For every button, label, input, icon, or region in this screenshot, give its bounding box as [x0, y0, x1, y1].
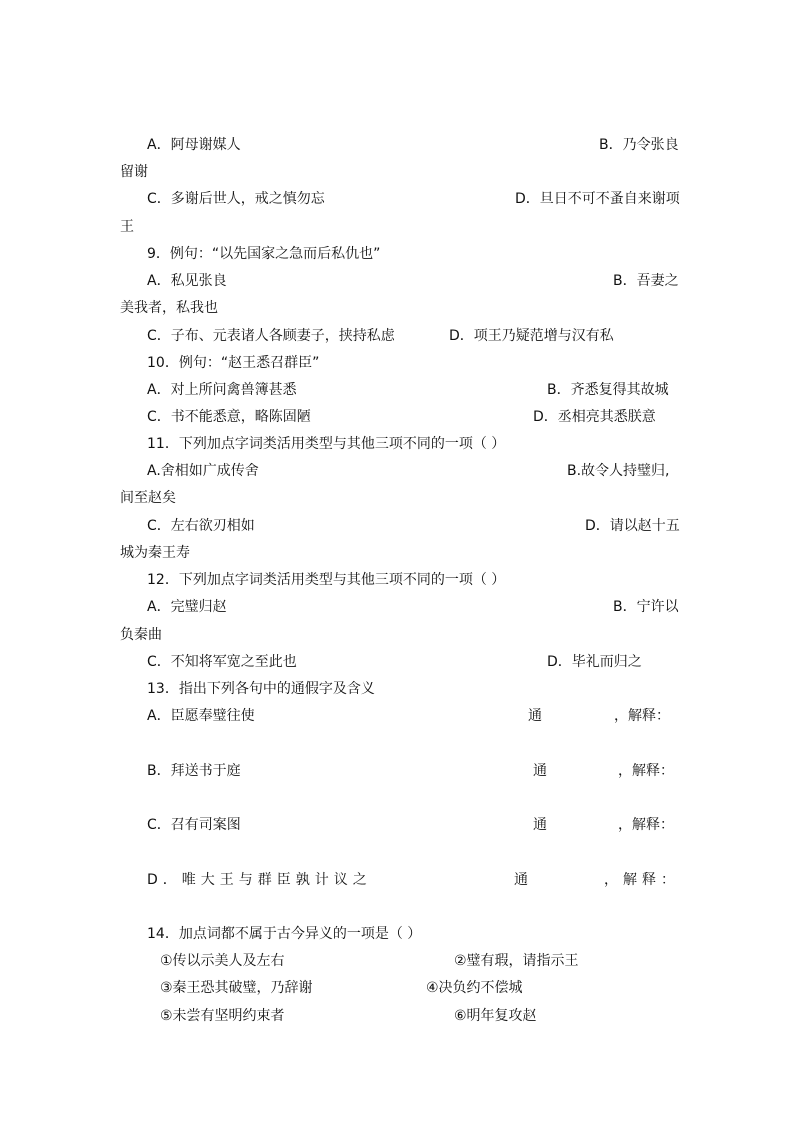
- question-13: 13．指出下列各句中的通假字及含义: [147, 681, 375, 697]
- option-d: D．旦日不可不蚤自来谢项: [515, 191, 680, 207]
- option-a: A．阿母谢媒人: [147, 137, 241, 153]
- question-9: 9．例句：“以先国家之急而后私仇也”: [147, 246, 381, 262]
- q13-item-b: B．拜送书于庭: [147, 763, 241, 779]
- option-b: B．乃令张良: [599, 137, 679, 153]
- option-d-wrap: 王: [120, 219, 134, 235]
- q11-option-d: D．请以赵十五: [585, 518, 680, 534]
- q12-option-c: C．不知将军宽之至此也: [147, 654, 297, 670]
- q13-item-c-tong: 通: [533, 817, 547, 833]
- q11-option-d-wrap: 城为秦王寿: [120, 545, 190, 561]
- question-11: 11．下列加点字词类活用类型与其他三项不同的一项（ ）: [147, 436, 506, 452]
- q9-option-b: B．吾妻之: [613, 273, 679, 289]
- q13-item-b-tong: 通: [533, 763, 547, 779]
- q14-item-2: ②璧有瑕，请指示王: [454, 953, 579, 969]
- q14-item-3: ③秦王恐其破璧，乃辞谢: [160, 980, 313, 996]
- q12-option-b-wrap: 负秦曲: [120, 627, 162, 643]
- question-10: 10．例句：“赵王悉召群臣”: [147, 355, 320, 371]
- q13-item-d: D．唯大王与群臣孰计议之: [147, 872, 372, 888]
- q14-item-5: ⑤未尝有坚明约束者: [160, 1008, 285, 1024]
- option-c: C．多谢后世人，戒之慎勿忘: [147, 191, 325, 207]
- q14-item-6: ⑥明年复攻赵: [454, 1008, 537, 1024]
- q13-item-a-explain: ，解释：: [614, 708, 670, 724]
- q11-option-a: A.舍相如广成传舍: [147, 463, 259, 479]
- q14-item-1: ①传以示美人及左右: [160, 953, 285, 969]
- q9-option-c: C．子布、元表诸人各顾妻子，挟持私虑: [147, 328, 395, 344]
- q12-option-d: D．毕礼而归之: [547, 654, 642, 670]
- question-14: 14．加点词都不属于古今异义的一项是（ ）: [147, 926, 422, 942]
- q12-option-a: A．完璧归赵: [147, 599, 227, 615]
- q9-option-a: A．私见张良: [147, 273, 227, 289]
- q14-item-4: ④决负约不偿城: [426, 980, 523, 996]
- q11-option-b: B.故令人持璧归,: [567, 463, 670, 479]
- q13-item-a-tong: 通: [528, 708, 542, 724]
- q13-item-d-tong: 通: [514, 872, 528, 888]
- q11-option-c: C．左右欲刃相如: [147, 518, 255, 534]
- q12-option-b: B．宁许以: [613, 599, 679, 615]
- q13-item-b-explain: ，解释：: [618, 763, 674, 779]
- q13-item-d-explain: ，解释：: [604, 872, 680, 888]
- question-12: 12．下列加点字词类活用类型与其他三项不同的一项（ ）: [147, 572, 506, 588]
- q9-option-d: D．项王乃疑范增与汉有私: [449, 328, 614, 344]
- q10-option-a: A．对上所问禽兽簿甚悉: [147, 382, 297, 398]
- option-b-wrap: 留谢: [120, 164, 148, 180]
- q10-option-b: B．齐悉复得其故城: [547, 382, 669, 398]
- q13-item-a: A．臣愿奉璧往使: [147, 708, 255, 724]
- q10-option-d: D．丞相亮其悉朕意: [533, 409, 656, 425]
- q13-item-c: C．召有司案图: [147, 817, 241, 833]
- q13-item-c-explain: ，解释：: [618, 817, 674, 833]
- q9-option-b-wrap: 美我者，私我也: [120, 300, 218, 316]
- q11-option-b-wrap: 间至赵矣: [120, 490, 176, 506]
- q10-option-c: C．书不能悉意，略陈固陋: [147, 409, 311, 425]
